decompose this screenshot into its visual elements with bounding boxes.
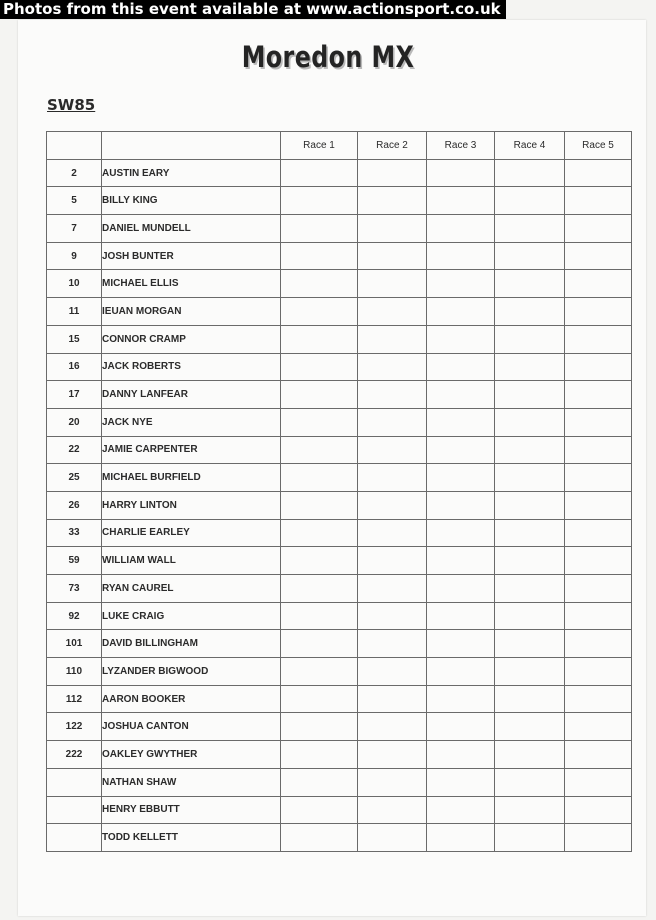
rider-number: 10	[47, 270, 102, 298]
rider-name: LUKE CRAIG	[102, 602, 281, 630]
race-5-result-cell	[565, 215, 632, 243]
race-5-result-cell	[565, 547, 632, 575]
table-row	[47, 741, 632, 769]
race-3-result-cell	[427, 713, 495, 741]
rider-name: WILLIAM WALL	[102, 547, 281, 575]
race-2-result-cell	[358, 436, 427, 464]
watermark-banner: Photos from this event available at www.actionsport.co.uk	[0, 0, 506, 19]
header-name-cell	[102, 132, 281, 160]
rider-number	[47, 768, 102, 796]
table-row	[47, 353, 632, 381]
class-subtitle: SW85	[47, 96, 96, 114]
race-3-result-cell	[427, 685, 495, 713]
race-1-result-cell	[281, 159, 358, 187]
race-1-result-cell	[281, 630, 358, 658]
race-3-result-cell	[427, 325, 495, 353]
race-2-result-cell	[358, 353, 427, 381]
race-5-result-cell	[565, 768, 632, 796]
rider-name: AUSTIN EARY	[102, 159, 281, 187]
rider-name: RYAN CAUREL	[102, 575, 281, 603]
race-5-result-cell	[565, 270, 632, 298]
race-4-result-cell	[495, 519, 565, 547]
race-2-result-cell	[358, 796, 427, 824]
race-4-result-cell	[495, 436, 565, 464]
table-row	[47, 436, 632, 464]
race-4-result-cell	[495, 325, 565, 353]
rider-name: CHARLIE EARLEY	[102, 519, 281, 547]
race-3-result-cell	[427, 491, 495, 519]
race-3-result-cell	[427, 464, 495, 492]
race-5-result-cell	[565, 796, 632, 824]
header-number-cell	[47, 132, 102, 160]
table-row	[47, 242, 632, 270]
race-3-result-cell	[427, 270, 495, 298]
race-5-result-cell	[565, 298, 632, 326]
table-row	[47, 713, 632, 741]
race-5-result-cell	[565, 575, 632, 603]
race-1-result-cell	[281, 353, 358, 381]
race-1-result-cell	[281, 408, 358, 436]
race-4-result-cell	[495, 464, 565, 492]
race-2-result-cell	[358, 575, 427, 603]
race-2-result-cell	[358, 270, 427, 298]
race-1-result-cell	[281, 215, 358, 243]
rider-number: 7	[47, 215, 102, 243]
rider-name: MICHAEL ELLIS	[102, 270, 281, 298]
page-title: Moredon MX	[241, 40, 415, 74]
race-2-result-cell	[358, 658, 427, 686]
table-row	[47, 270, 632, 298]
table-row	[47, 215, 632, 243]
race-3-result-cell	[427, 298, 495, 326]
rider-number: 73	[47, 575, 102, 603]
race-1-result-cell	[281, 547, 358, 575]
race-2-result-cell	[358, 298, 427, 326]
race-3-result-cell	[427, 630, 495, 658]
race-4-result-cell	[495, 575, 565, 603]
rider-name: HENRY EBBUTT	[102, 796, 281, 824]
race-4-result-cell	[495, 630, 565, 658]
race-3-result-cell	[427, 187, 495, 215]
rider-rows	[47, 159, 632, 851]
race-4-result-cell	[495, 242, 565, 270]
race-3-result-cell	[427, 215, 495, 243]
race-4-result-cell	[495, 547, 565, 575]
rider-number: 110	[47, 658, 102, 686]
race-1-result-cell	[281, 685, 358, 713]
race-4-result-cell	[495, 215, 565, 243]
race-5-result-cell	[565, 436, 632, 464]
rider-number: 17	[47, 381, 102, 409]
table-row	[47, 298, 632, 326]
race-1-result-cell	[281, 436, 358, 464]
race-4-result-cell	[495, 491, 565, 519]
race-3-result-cell	[427, 602, 495, 630]
rider-name: OAKLEY GWYTHER	[102, 741, 281, 769]
table-row	[47, 768, 632, 796]
table-row	[47, 519, 632, 547]
results-table	[46, 131, 632, 852]
rider-number: 2	[47, 159, 102, 187]
race-2-result-cell	[358, 768, 427, 796]
race-5-result-cell	[565, 713, 632, 741]
rider-name: JACK ROBERTS	[102, 353, 281, 381]
table-row	[47, 658, 632, 686]
race-2-result-cell	[358, 187, 427, 215]
race-1-result-cell	[281, 464, 358, 492]
header-race-3: Race 3	[427, 132, 495, 160]
race-4-result-cell	[495, 824, 565, 852]
race-1-result-cell	[281, 741, 358, 769]
race-5-result-cell	[565, 741, 632, 769]
race-3-result-cell	[427, 519, 495, 547]
rider-name: LYZANDER BIGWOOD	[102, 658, 281, 686]
race-5-result-cell	[565, 824, 632, 852]
race-5-result-cell	[565, 519, 632, 547]
race-4-result-cell	[495, 796, 565, 824]
race-2-result-cell	[358, 685, 427, 713]
table-row	[47, 547, 632, 575]
race-5-result-cell	[565, 685, 632, 713]
race-5-result-cell	[565, 602, 632, 630]
race-3-result-cell	[427, 658, 495, 686]
header-race-5: Race 5	[565, 132, 632, 160]
rider-name: JACK NYE	[102, 408, 281, 436]
race-3-result-cell	[427, 768, 495, 796]
race-2-result-cell	[358, 159, 427, 187]
rider-number: 101	[47, 630, 102, 658]
rider-name: JAMIE CARPENTER	[102, 436, 281, 464]
rider-name: TODD KELLETT	[102, 824, 281, 852]
race-1-result-cell	[281, 325, 358, 353]
race-5-result-cell	[565, 630, 632, 658]
rider-number: 92	[47, 602, 102, 630]
race-3-result-cell	[427, 159, 495, 187]
race-2-result-cell	[358, 741, 427, 769]
rider-number: 122	[47, 713, 102, 741]
race-1-result-cell	[281, 298, 358, 326]
race-1-result-cell	[281, 242, 358, 270]
rider-number	[47, 824, 102, 852]
table-row	[47, 381, 632, 409]
race-1-result-cell	[281, 768, 358, 796]
rider-number: 22	[47, 436, 102, 464]
race-1-result-cell	[281, 575, 358, 603]
race-5-result-cell	[565, 658, 632, 686]
rider-number: 26	[47, 491, 102, 519]
race-1-result-cell	[281, 491, 358, 519]
race-2-result-cell	[358, 381, 427, 409]
header-race-2: Race 2	[358, 132, 427, 160]
rider-number: 59	[47, 547, 102, 575]
race-4-result-cell	[495, 187, 565, 215]
race-3-result-cell	[427, 824, 495, 852]
rider-name: NATHAN SHAW	[102, 768, 281, 796]
race-1-result-cell	[281, 796, 358, 824]
race-2-result-cell	[358, 464, 427, 492]
race-4-result-cell	[495, 658, 565, 686]
race-5-result-cell	[565, 381, 632, 409]
race-1-result-cell	[281, 713, 358, 741]
race-4-result-cell	[495, 353, 565, 381]
race-3-result-cell	[427, 242, 495, 270]
rider-number: 5	[47, 187, 102, 215]
race-2-result-cell	[358, 408, 427, 436]
race-3-result-cell	[427, 353, 495, 381]
table-header-row	[47, 132, 632, 160]
table-row	[47, 796, 632, 824]
race-3-result-cell	[427, 408, 495, 436]
rider-number: 15	[47, 325, 102, 353]
race-4-result-cell	[495, 602, 565, 630]
table-row	[47, 464, 632, 492]
table-row	[47, 575, 632, 603]
table-row	[47, 187, 632, 215]
rider-number: 112	[47, 685, 102, 713]
race-2-result-cell	[358, 547, 427, 575]
race-4-result-cell	[495, 408, 565, 436]
rider-name: HARRY LINTON	[102, 491, 281, 519]
race-5-result-cell	[565, 353, 632, 381]
race-4-result-cell	[495, 685, 565, 713]
race-2-result-cell	[358, 630, 427, 658]
race-2-result-cell	[358, 519, 427, 547]
table-row	[47, 408, 632, 436]
table-row	[47, 159, 632, 187]
rider-number: 9	[47, 242, 102, 270]
header-race-1: Race 1	[281, 132, 358, 160]
table-row	[47, 824, 632, 852]
race-4-result-cell	[495, 270, 565, 298]
race-3-result-cell	[427, 547, 495, 575]
race-5-result-cell	[565, 464, 632, 492]
race-4-result-cell	[495, 713, 565, 741]
race-2-result-cell	[358, 215, 427, 243]
rider-number	[47, 796, 102, 824]
rider-name: DANIEL MUNDELL	[102, 215, 281, 243]
race-2-result-cell	[358, 824, 427, 852]
rider-number: 25	[47, 464, 102, 492]
race-4-result-cell	[495, 298, 565, 326]
race-1-result-cell	[281, 270, 358, 298]
race-1-result-cell	[281, 602, 358, 630]
rider-number: 20	[47, 408, 102, 436]
race-4-result-cell	[495, 768, 565, 796]
rider-name: IEUAN MORGAN	[102, 298, 281, 326]
rider-number: 33	[47, 519, 102, 547]
rider-name: CONNOR CRAMP	[102, 325, 281, 353]
race-1-result-cell	[281, 519, 358, 547]
race-5-result-cell	[565, 187, 632, 215]
race-4-result-cell	[495, 159, 565, 187]
race-4-result-cell	[495, 381, 565, 409]
race-5-result-cell	[565, 491, 632, 519]
race-2-result-cell	[358, 242, 427, 270]
rider-name: DAVID BILLINGHAM	[102, 630, 281, 658]
table-row	[47, 325, 632, 353]
race-3-result-cell	[427, 436, 495, 464]
table-row	[47, 630, 632, 658]
race-1-result-cell	[281, 187, 358, 215]
race-3-result-cell	[427, 381, 495, 409]
race-2-result-cell	[358, 491, 427, 519]
table-row	[47, 602, 632, 630]
rider-name: DANNY LANFEAR	[102, 381, 281, 409]
rider-number: 11	[47, 298, 102, 326]
race-2-result-cell	[358, 325, 427, 353]
race-1-result-cell	[281, 824, 358, 852]
race-5-result-cell	[565, 325, 632, 353]
rider-name: BILLY KING	[102, 187, 281, 215]
rider-name: AARON BOOKER	[102, 685, 281, 713]
race-3-result-cell	[427, 796, 495, 824]
rider-number: 222	[47, 741, 102, 769]
race-1-result-cell	[281, 381, 358, 409]
rider-number: 16	[47, 353, 102, 381]
race-3-result-cell	[427, 741, 495, 769]
rider-name: JOSHUA CANTON	[102, 713, 281, 741]
race-2-result-cell	[358, 713, 427, 741]
race-5-result-cell	[565, 408, 632, 436]
header-race-4: Race 4	[495, 132, 565, 160]
race-1-result-cell	[281, 658, 358, 686]
rider-name: JOSH BUNTER	[102, 242, 281, 270]
race-5-result-cell	[565, 242, 632, 270]
race-3-result-cell	[427, 575, 495, 603]
race-2-result-cell	[358, 602, 427, 630]
table-row	[47, 491, 632, 519]
race-5-result-cell	[565, 159, 632, 187]
table-row	[47, 685, 632, 713]
race-4-result-cell	[495, 741, 565, 769]
rider-name: MICHAEL BURFIELD	[102, 464, 281, 492]
